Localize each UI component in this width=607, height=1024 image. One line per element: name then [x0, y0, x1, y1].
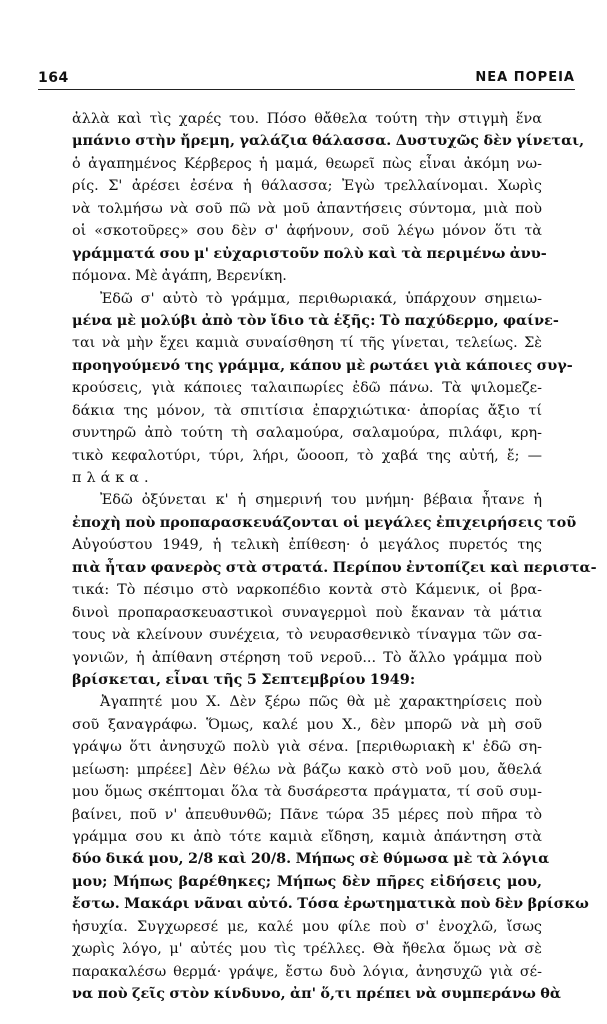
text-line: [72, 288, 542, 310]
text-segment: δύο δικά μου, 2/8 καὶ 20/8. Μήπως σὲ θύμωσα μὲ τὰ λόγια: [72, 850, 550, 868]
text-segment: βαίνει, ποῦ ν' ἀπευθυνθῶ; Πᾶνε τώρα 35 μέρες ποὺ πῆρα τὸ: [72, 806, 542, 823]
text-line: [72, 310, 559, 332]
text-line: [72, 400, 542, 422]
text-segment: νὰ τολμήσω νὰ σοῦ πῶ νὰ μοῦ ἀπαντήσεις σύντομα, μιὰ ποὺ: [72, 200, 542, 217]
text-line: [72, 714, 542, 736]
text-segment: ται νὰ μὴν ἔχει καμιὰ συναίσθηση τί τῆς γίνεται, τελείως. Σὲ: [72, 335, 542, 352]
text-segment: Αὐγούστου 1949, ἡ τελικὴ ἐπίθεση· ὁ μεγάλος πυρετός της: [72, 537, 542, 554]
text-line: [72, 220, 542, 242]
text-line: [72, 893, 589, 915]
text-segment: γράμματά σου μ' εὐχαριστοῦν πολὺ καὶ τὰ περιμένω ἀνυ-: [72, 244, 547, 262]
text-segment: πλάκα.: [72, 470, 154, 486]
text-line: [72, 579, 542, 601]
text-segment: ἔστω. Μακάρι νᾶναι αὐτό. Τόσα ἐρωτηματικὰ ποὺ δὲν βρίσκω: [72, 895, 589, 913]
text-segment: Ἐδῶ σ' αὐτὸ τὸ γράμμα, περιθωριακά, ὑπάρχουν σημειω-: [100, 290, 542, 307]
text-segment: ἡσυχία. Συγχωρεσέ με, καλέ μου φίλε ποὺ σ' ἐνοχλῶ, ἴσως: [72, 918, 542, 935]
text-line: [72, 871, 542, 893]
text-segment: Ἐδῶ ὀξύνεται κ' ἡ σημερινή του μνήμη· βέβαια ἦτανε ἡ: [100, 492, 542, 509]
text-line: [72, 332, 542, 354]
text-line: [72, 108, 542, 130]
text-line: [72, 826, 542, 848]
text-segment: μου; Μήπως βαρέθηκες; Μήπως δὲν πῆρες εἰδήσεις μου,: [72, 872, 542, 890]
text-segment: βρίσκεται, εἶναι τῆς 5 Σεπτεμβρίου 1949:: [72, 670, 416, 688]
text-line: [72, 759, 542, 781]
text-line: [72, 848, 550, 870]
text-segment: γονιῶν, ἡ ἀπίθανη στέρηση τοῦ νεροῦ... Τὸ ἄλλο γράμμα ποὺ: [72, 649, 542, 666]
text-segment: να ποὺ ζεῖς στὸν κίνδυνο, ἀπ' ὅ,τι πρέπει νὰ συμπεράνω θὰ: [72, 985, 561, 1003]
text-segment: δάκια της μόνον, τὰ σπιτίσια ἐπαρχιώτικα· ἀπορίας ἄξιο τί: [72, 402, 542, 419]
text-segment: ἐποχὴ ποὺ προπαρασκευάζονται οἱ μεγάλες ἐπιχειρήσεις τοῦ: [72, 513, 577, 531]
text-line: [72, 422, 542, 444]
header-rule: [38, 89, 575, 90]
text-line: [72, 961, 542, 983]
text-segment: μου ὅμως σκέπτομαι ὅλα τὰ δυσάρεστα πράγματα, τί σοῦ συμ-: [72, 784, 542, 801]
text-segment: προηγούμενό της γράμμα, κάπου μὲ ρωτάει γιὰ κάποιες συγ-: [72, 356, 573, 374]
text-line: [72, 736, 542, 758]
running-title: ΝΕΑ ΠΟΡΕΙΑ: [475, 70, 575, 85]
text-segment: ἀλλὰ καὶ τὶς χαρές του. Πόσο θἄθελα τούτη τὴν στιγμὴ ἕνα: [72, 111, 542, 127]
text-segment: παρακαλέσω θερμά· γράψε, ἔστω δυὸ λόγια, ἀνησυχῶ γιὰ σέ-: [72, 963, 542, 980]
text-line: [72, 265, 542, 287]
text-line: [72, 602, 542, 624]
text-segment: Ἀγαπητέ μου Χ. Δὲν ξέρω πῶς θὰ μὲ χαρακτηρίσεις ποὺ: [100, 694, 542, 711]
text-line: [72, 153, 542, 175]
text-line: [72, 489, 542, 511]
text-segment: γράμμα σου κι ἀπὸ τότε καμιὰ εἴδηση, καμιὰ ἀπάντηση στὰ: [72, 829, 542, 845]
text-line: [72, 243, 547, 265]
text-line: [72, 512, 577, 534]
text-segment: ρίς. Σ' ἀρέσει ἐσένα ἡ θάλασσα; Ἐγὼ τρελλαίνομαι. Χωρὶς: [72, 178, 542, 195]
text-segment: συντηρῶ ἀπὸ τούτη τὴ σαλαμούρα, σαλαμούρα, πιλάφι, κρη-: [72, 425, 542, 442]
text-line: [72, 781, 542, 803]
text-segment: μένα μὲ μολύβι ἀπὸ τὸν ἴδιο τὰ ἑξῆς: Τὸ παχύδερμο, φαίνε-: [72, 311, 559, 329]
text-segment: πιὰ ἦταν φανερὸς στὰ στρατά. Περίπου ἐντοπίζει καὶ περιστα-: [72, 558, 597, 576]
text-segment: τους νὰ κλείνουν συνέχεια, τὸ νευρασθενικὸ τίναγμα τῶν σα-: [72, 627, 542, 644]
text-segment: δινοὶ προπαρασκευαστικοὶ συναγερμοὶ ποὺ ἔκαναν τὰ μάτια: [72, 604, 542, 621]
text-segment: μείωση: μπρέεε] Δὲν θέλω νὰ βάζω κακὸ στὸ νοῦ μου, ἄθελά: [72, 761, 542, 778]
text-line: [72, 804, 542, 826]
text-segment: πόμονα. Μὲ ἀγάπη, Βερενίκη.: [72, 268, 287, 285]
text-line: [72, 467, 542, 489]
page-header: [38, 70, 575, 92]
text-line: [72, 534, 542, 556]
text-line: [72, 557, 597, 579]
page-number: 164: [38, 70, 69, 86]
text-segment: μπάνιο στὴν ἤρεμη, γαλάζια θάλασσα. Δυστυχῶς δὲν γίνεται,: [72, 132, 585, 150]
text-line: [72, 355, 573, 377]
text-line: [72, 445, 542, 467]
text-line: [72, 938, 542, 960]
text-line: [72, 624, 542, 646]
text-segment: γράψω ὅτι ἀνησυχῶ πολὺ γιὰ σένα. [περιθωριακὴ κ' ἐδῶ ση-: [72, 739, 542, 756]
text-line: [72, 198, 542, 220]
text-segment: οἱ «σκοτοῦρες» σου δὲν σ' ἀφήνουν, σοῦ λέγω μόνον ὅτι τὰ: [72, 223, 542, 240]
text-line: [72, 983, 561, 1005]
text-line: [72, 669, 542, 691]
body-text: [72, 108, 597, 1006]
text-segment: σοῦ ξαναγράφω. Ὅμως, καλέ μου Χ., δὲν μπορῶ νὰ μὴ σοῦ: [72, 716, 542, 733]
text-line: [72, 377, 542, 399]
text-segment: τικὸ κεφαλοτύρι, τύρι, λήρι, ὤοοοπ, τὸ χαβά της αὐτή, ἔ; —: [72, 447, 542, 464]
text-line: [72, 175, 542, 197]
text-line: [72, 647, 542, 669]
text-line: [72, 691, 542, 713]
text-segment: κρούσεις, γιὰ κάποιες ταλαιπωρίες ἐδῶ πάνω. Τὰ ψιλομεζε-: [72, 380, 542, 397]
text-line: [72, 916, 542, 938]
text-segment: ὁ ἀγαπημένος Κέρβερος ἡ μαμά, θεωρεῖ πὼς εἶναι ἀκόμη νω-: [72, 155, 542, 172]
text-line: [72, 130, 585, 152]
text-segment: χωρὶς λόγο, μ' αὐτές μου τὶς τρέλλες. Θὰ ἤθελα ὅμως νὰ σὲ: [72, 941, 542, 958]
text-segment: τικά: Τὸ πέσιμο στὸ ναρκοπέδιο κοντὰ στὸ Κάμενικ, οἱ βρα-: [72, 582, 542, 599]
